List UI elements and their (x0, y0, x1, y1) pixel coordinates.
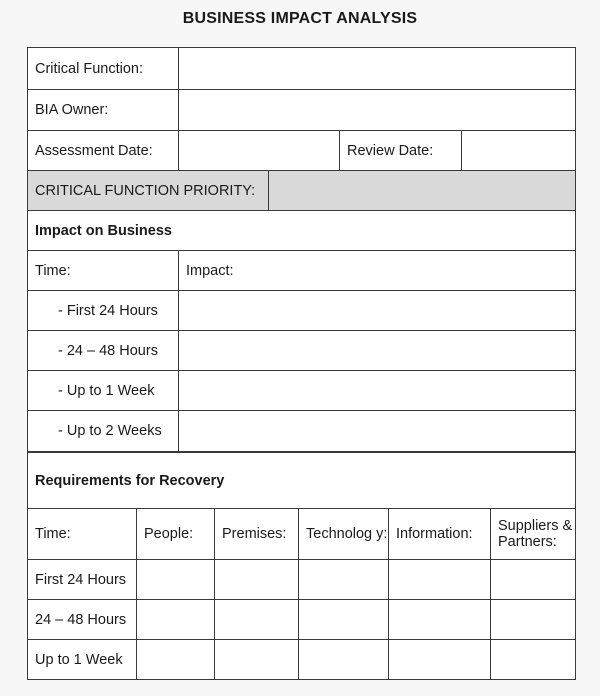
recovery-cell[interactable] (137, 600, 215, 640)
assessment-date-field[interactable] (179, 131, 340, 171)
bia-owner-label: BIA Owner: (28, 90, 179, 131)
assessment-date-label: Assessment Date: (28, 131, 179, 171)
impact-row-time: - 24 – 48 Hours (28, 331, 179, 371)
recovery-row-time: 24 – 48 Hours (28, 600, 137, 640)
recovery-row-time: First 24 Hours (28, 560, 137, 600)
impact-row-value[interactable] (179, 371, 576, 411)
recovery-col-suppliers: Suppliers & Partners: (491, 509, 576, 560)
recovery-table (27, 452, 576, 680)
recovery-cell[interactable] (389, 600, 491, 640)
impact-row-value[interactable] (179, 331, 576, 371)
recovery-cell[interactable] (137, 640, 215, 680)
impact-row-time: - Up to 1 Week (28, 371, 179, 411)
recovery-col-information: Information: (389, 509, 491, 560)
recovery-cell[interactable] (215, 600, 299, 640)
recovery-cell[interactable] (491, 600, 576, 640)
review-date-label: Review Date: (340, 131, 462, 171)
recovery-cell[interactable] (491, 640, 576, 680)
document-title: BUSINESS IMPACT ANALYSIS (182, 10, 418, 27)
impact-row-time: - First 24 Hours (28, 291, 179, 331)
impact-impact-header: Impact: (179, 251, 576, 291)
recovery-col-technology: Technolog y: (299, 509, 389, 560)
recovery-cell[interactable] (137, 560, 215, 600)
review-date-field[interactable] (462, 131, 576, 171)
recovery-cell[interactable] (299, 600, 389, 640)
priority-field[interactable] (269, 171, 576, 211)
critical-function-label: Critical Function: (28, 48, 179, 90)
recovery-cell[interactable] (491, 560, 576, 600)
recovery-col-people: People: (137, 509, 215, 560)
recovery-cell[interactable] (389, 640, 491, 680)
bia-owner-field[interactable] (179, 90, 576, 131)
recovery-col-premises: Premises: (215, 509, 299, 560)
impact-row-time: - Up to 2 Weeks (28, 411, 179, 452)
recovery-col-time: Time: (28, 509, 137, 560)
impact-row-value[interactable] (179, 291, 576, 331)
priority-label: CRITICAL FUNCTION PRIORITY: (28, 171, 269, 211)
recovery-cell[interactable] (215, 640, 299, 680)
recovery-row-time: Up to 1 Week (28, 640, 137, 680)
critical-function-field[interactable] (179, 48, 576, 90)
impact-row-value[interactable] (179, 411, 576, 452)
recovery-heading: Requirements for Recovery (28, 453, 576, 509)
recovery-cell[interactable] (299, 560, 389, 600)
recovery-cell[interactable] (389, 560, 491, 600)
bia-form-table (27, 47, 576, 452)
recovery-cell[interactable] (299, 640, 389, 680)
impact-time-header: Time: (28, 251, 179, 291)
impact-heading: Impact on Business (28, 211, 576, 251)
recovery-cell[interactable] (215, 560, 299, 600)
